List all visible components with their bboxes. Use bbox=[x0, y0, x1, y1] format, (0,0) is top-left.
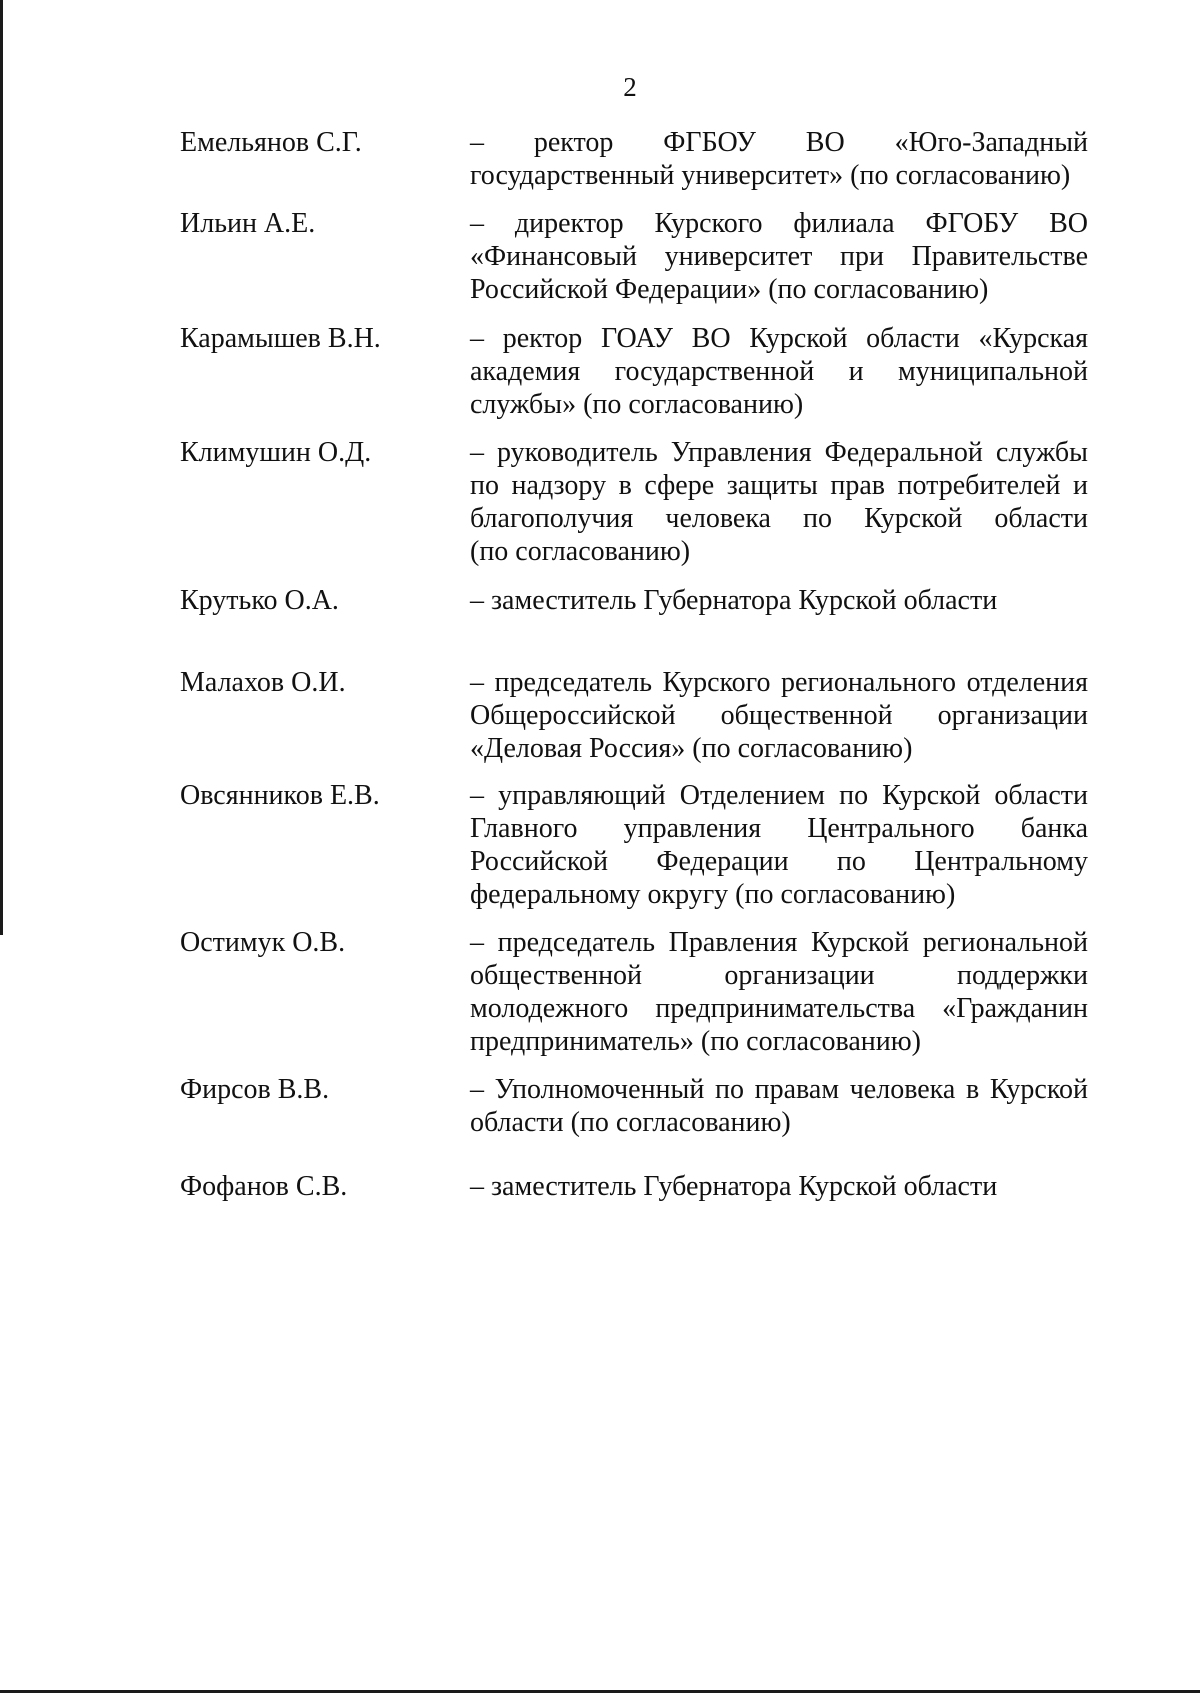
member-name: Ильин А.Е. bbox=[180, 208, 316, 239]
member-name: Климушин О.Д. bbox=[180, 437, 372, 468]
member-role bbox=[470, 126, 1088, 192]
role-line: Российской Федерации по Центральному bbox=[470, 846, 1088, 877]
role-line: академия государственной и муниципальной bbox=[470, 356, 1088, 387]
role-line: Общероссийской общественной организации bbox=[470, 700, 1088, 731]
role-line: – председатель Правления Курской региональной bbox=[470, 927, 1088, 958]
member-role bbox=[470, 1170, 1088, 1203]
role-line: (по согласованию) bbox=[470, 536, 691, 567]
role-line: Российской Федерации» (по согласованию) bbox=[470, 274, 989, 305]
member-role bbox=[470, 666, 1088, 765]
role-line: молодежного предпринимательства «Гражданин bbox=[470, 993, 1088, 1024]
role-line: государственный университет» (по согласованию) bbox=[470, 160, 1071, 191]
member-role bbox=[470, 584, 1088, 617]
scan-border-left bbox=[0, 0, 3, 935]
role-line: – Уполномоченный по правам человека в Курской bbox=[470, 1074, 1088, 1105]
member-name: Емельянов С.Г. bbox=[180, 127, 362, 158]
role-line: по надзору в сфере защиты прав потребителей и bbox=[470, 470, 1088, 501]
role-line: «Деловая Россия» (по согласованию) bbox=[470, 733, 913, 764]
member-role bbox=[470, 207, 1088, 306]
page-number: 2 bbox=[623, 72, 637, 102]
scan-border-bottom bbox=[0, 1690, 1200, 1693]
role-line: – ректор ГОАУ ВО Курской области «Курская bbox=[470, 323, 1088, 354]
role-line: – председатель Курского регионального отделения bbox=[470, 667, 1088, 698]
role-line: – управляющий Отделением по Курской области bbox=[470, 780, 1088, 811]
member-name: Крутько О.А. bbox=[180, 585, 339, 616]
role-line: Главного управления Центрального банка bbox=[470, 813, 1088, 844]
member-role bbox=[470, 926, 1088, 1058]
member-role bbox=[470, 779, 1088, 911]
member-name: Фофанов С.В. bbox=[180, 1171, 348, 1202]
role-line: предприниматель» (по согласованию) bbox=[470, 1026, 921, 1057]
role-line: общественной организации поддержки bbox=[470, 960, 1088, 991]
role-line: федеральному округу (по согласованию) bbox=[470, 879, 956, 910]
member-role bbox=[470, 322, 1088, 421]
role-line: благополучия человека по Курской области bbox=[470, 503, 1088, 534]
role-line: «Финансовый университет при Правительстве bbox=[470, 241, 1088, 272]
role-line: – директор Курского филиала ФГОБУ ВО bbox=[470, 208, 1088, 239]
role-line: службы» (по согласованию) bbox=[470, 389, 804, 420]
member-name: Малахов О.И. bbox=[180, 667, 346, 698]
member-name: Карамышев В.Н. bbox=[180, 323, 381, 354]
member-name: Овсянников Е.В. bbox=[180, 780, 380, 811]
member-role bbox=[470, 1073, 1088, 1139]
role-line: – руководитель Управления Федеральной службы bbox=[470, 437, 1088, 468]
role-line: – заместитель Губернатора Курской области bbox=[470, 585, 998, 616]
role-line: – ректор ФГБОУ ВО «Юго-Западный bbox=[470, 127, 1088, 158]
role-line: – заместитель Губернатора Курской области bbox=[470, 1171, 998, 1202]
member-name: Фирсов В.В. bbox=[180, 1074, 330, 1105]
member-name: Остимук О.В. bbox=[180, 927, 346, 958]
member-role bbox=[470, 436, 1088, 568]
role-line: области (по согласованию) bbox=[470, 1107, 791, 1138]
